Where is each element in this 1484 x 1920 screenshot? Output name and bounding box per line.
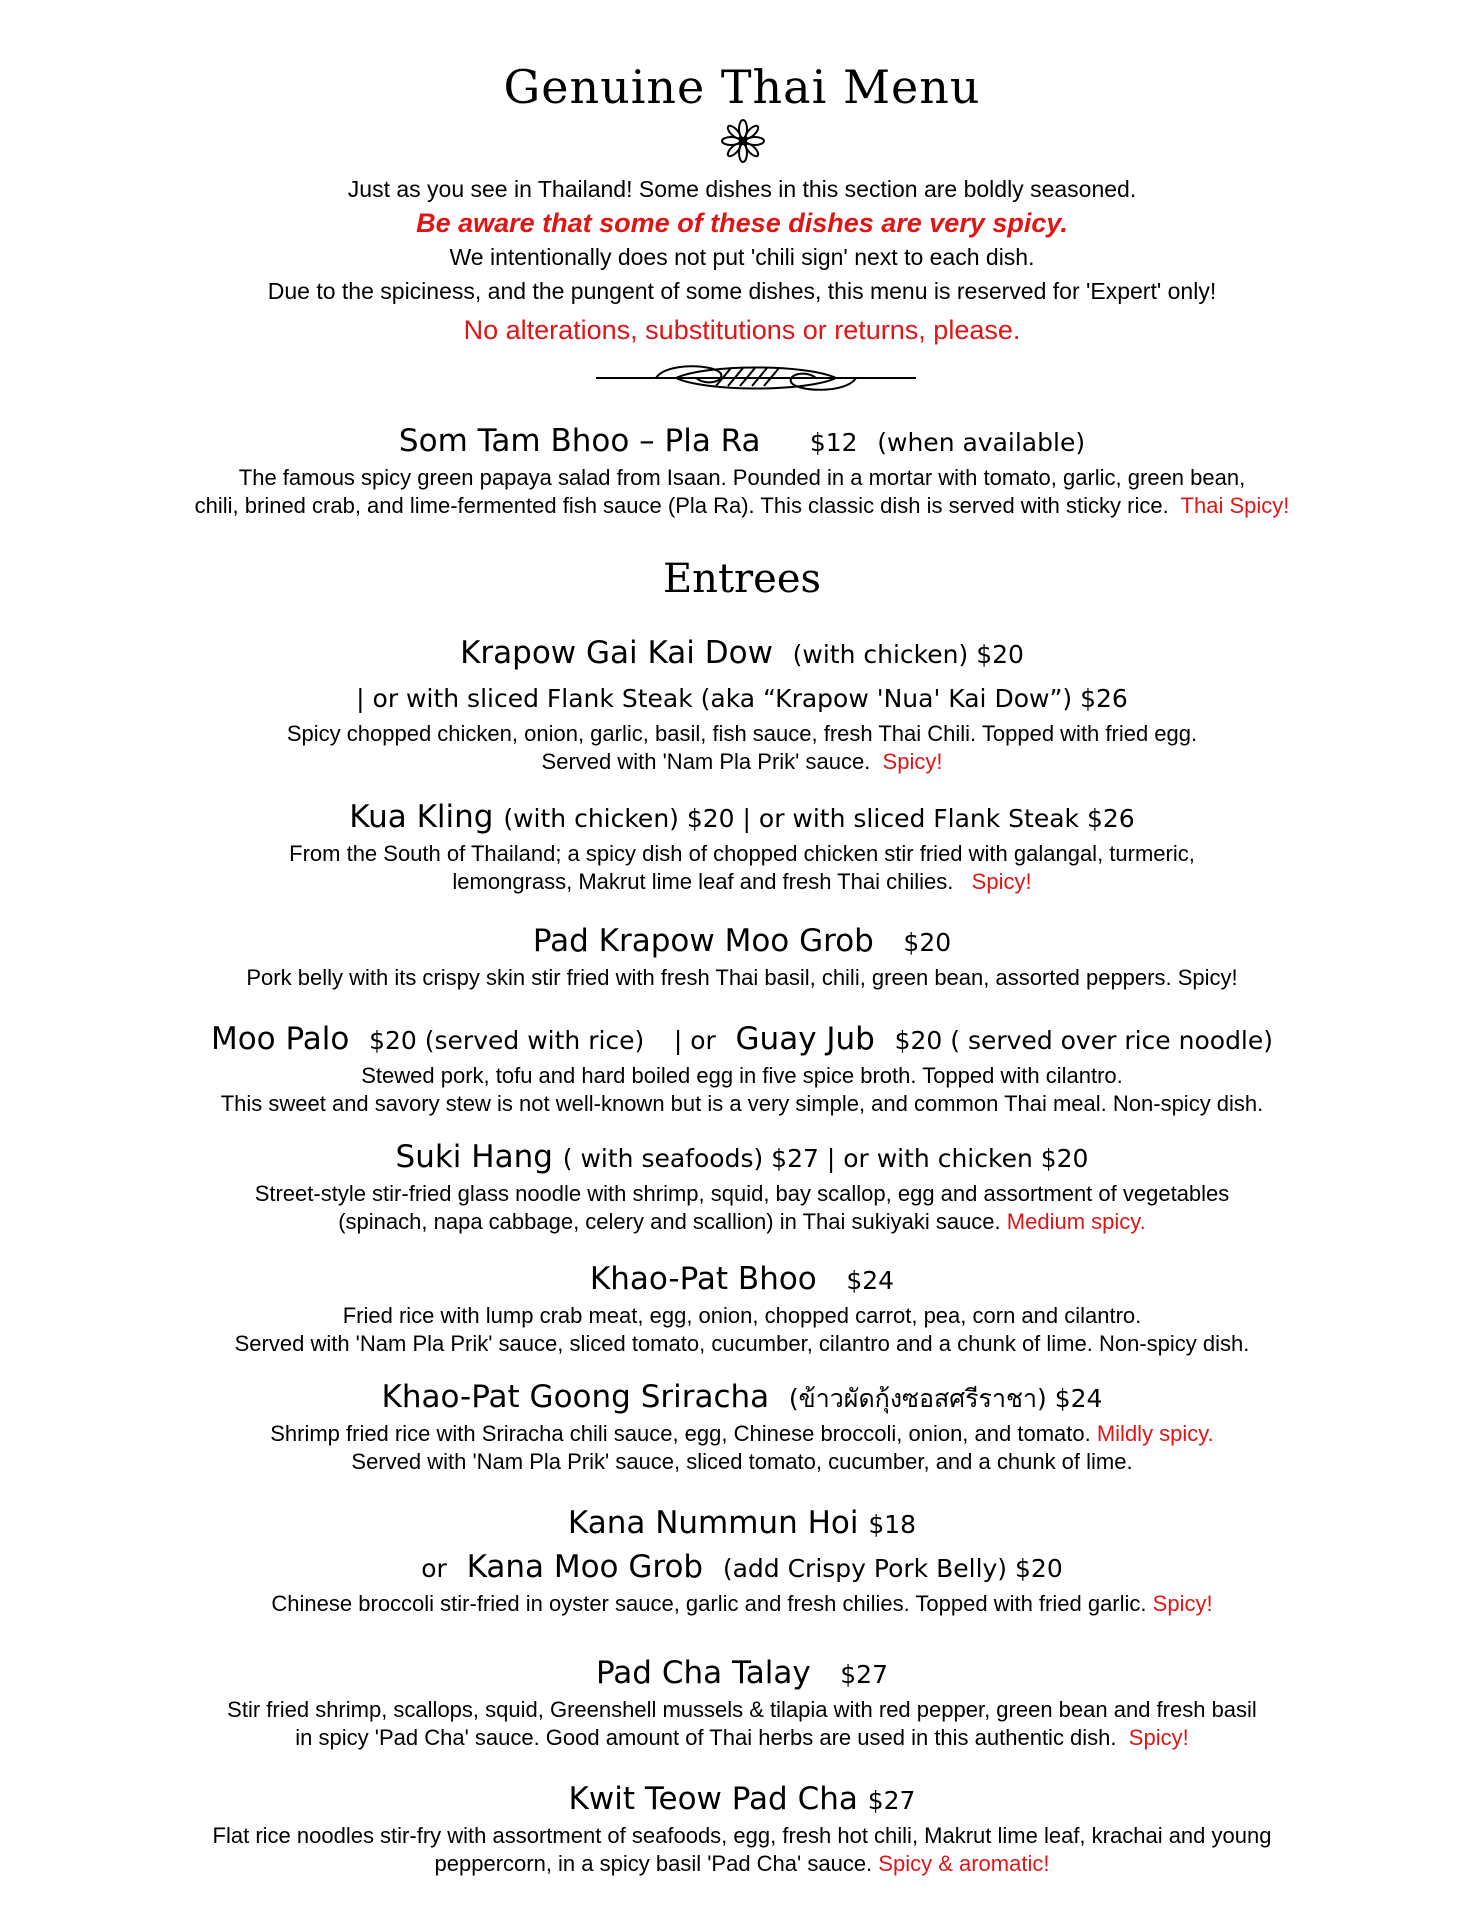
dish-desc: Shrimp fried rice with Sriracha chili sauce, egg, Chinese broccoli, onion, and tomato. bbox=[270, 1421, 1091, 1446]
dish-name: Khao-Pat Bhoo bbox=[589, 1261, 817, 1297]
dish-desc: Stir fried shrimp, scallops, squid, Greenshell mussels & tilapia with red pepper, green bean and fresh basil bbox=[227, 1697, 1257, 1722]
dish-name: Kua Kling bbox=[349, 799, 494, 835]
dish-name: Moo Palo bbox=[210, 1021, 350, 1057]
dish-item bbox=[0, 632, 1484, 776]
dish-name: Kwit Teow Pad Cha bbox=[568, 1781, 858, 1817]
dish-note: (when available) bbox=[877, 428, 1086, 457]
spice-level: Spicy & aromatic! bbox=[878, 1851, 1050, 1876]
dish-item bbox=[0, 1136, 1484, 1236]
dish-desc: Stewed pork, tofu and hard boiled egg in five spice broth. Topped with cilantro. bbox=[361, 1063, 1123, 1088]
spice-level: Thai Spicy! bbox=[1180, 493, 1290, 518]
dish-name: Khao-Pat Goong Sriracha bbox=[381, 1379, 770, 1415]
dish-name: Som Tam Bhoo – Pla Ra bbox=[398, 423, 761, 459]
dish-item bbox=[0, 1376, 1484, 1476]
dish-desc: lemongrass, Makrut lime leaf and fresh Thai chilies. bbox=[452, 869, 954, 894]
spice-level: Spicy! bbox=[882, 749, 943, 774]
dish-desc: Served with 'Nam Pla Prik' sauce, sliced tomato, cucumber, and a chunk of lime. bbox=[351, 1449, 1133, 1474]
page-title: Genuine Thai Menu bbox=[503, 60, 981, 114]
spice-level: Spicy! bbox=[971, 869, 1032, 894]
dish-desc: chili, brined crab, and lime-fermented fish sauce (Pla Ra). This classic dish is served with sticky rice. bbox=[194, 493, 1169, 518]
dish-desc: in spicy 'Pad Cha' sauce. Good amount of Thai herbs are used in this authentic dish. bbox=[295, 1725, 1117, 1750]
dish-name: Krapow Gai Kai Dow bbox=[460, 635, 773, 671]
dish-price: $20 bbox=[903, 928, 952, 957]
spice-level: Mildly spicy. bbox=[1096, 1421, 1214, 1446]
dish-name: Pad Cha Talay bbox=[595, 1655, 811, 1691]
dish-or-separator: or bbox=[421, 1554, 447, 1583]
dish-price: (with chicken) $20 | or with sliced Flank Steak $26 bbox=[503, 804, 1135, 833]
dish-alt-option: | or with sliced Flank Steak (aka “Krapow 'Nua' Kai Dow”) $26 bbox=[356, 684, 1128, 713]
spice-level: Spicy! bbox=[1128, 1725, 1189, 1750]
dish-price: $24 bbox=[846, 1266, 895, 1295]
dish-desc: Pork belly with its crispy skin stir fried with fresh Thai basil, chili, green bean, assorted peppers. Spicy! bbox=[246, 965, 1238, 990]
dish-price: $20 (served with rice) bbox=[369, 1026, 645, 1055]
dish-desc: Served with 'Nam Pla Prik' sauce, sliced tomato, cucumber, cilantro and a chunk of lime. Non-spicy dish. bbox=[234, 1331, 1250, 1356]
dish-desc: Served with 'Nam Pla Prik' sauce. bbox=[541, 749, 871, 774]
dish-desc: Spicy chopped chicken, onion, garlic, basil, fish sauce, fresh Thai Chili. Topped with fried egg. bbox=[286, 721, 1198, 746]
dish-name: Kana Nummun Hoi bbox=[567, 1505, 859, 1541]
dish-price: (ข้าวผัดกุ้งซอสศรีราชา) $24 bbox=[788, 1384, 1103, 1413]
dish-item bbox=[0, 796, 1484, 896]
dish-name-alt: Kana Moo Grob bbox=[466, 1549, 704, 1585]
dish-desc: Flat rice noodles stir-fry with assortment of seafoods, egg, fresh hot chili, Makrut lime leaf, krachai and young bbox=[212, 1823, 1272, 1848]
intro-line: We intentionally does not put 'chili sign' next to each dish. bbox=[449, 244, 1035, 270]
dish-name: Pad Krapow Moo Grob bbox=[532, 923, 874, 959]
spicy-warning: Be aware that some of these dishes are very spicy. bbox=[416, 208, 1068, 238]
dish-price: (with chicken) $20 bbox=[792, 640, 1024, 669]
dish-price: $27 bbox=[867, 1786, 916, 1815]
dish-desc: From the South of Thailand; a spicy dish of chopped chicken stir fried with galangal, turmeric, bbox=[289, 841, 1195, 866]
dish-name-alt: Guay Jub bbox=[735, 1021, 875, 1057]
dish-or-separator: | or bbox=[673, 1026, 716, 1055]
dish-desc: Chinese broccoli stir-fried in oyster sauce, garlic and fresh chilies. Topped with fried garlic. bbox=[271, 1591, 1147, 1616]
dish-desc: The famous spicy green papaya salad from Isaan. Pounded in a mortar with tomato, garlic, green bean, bbox=[238, 465, 1246, 490]
dish-price: $18 bbox=[868, 1510, 917, 1539]
dish-item bbox=[0, 1652, 1484, 1752]
dish-item bbox=[0, 920, 1484, 992]
flower-ornament-icon bbox=[720, 118, 766, 164]
spice-level: Medium spicy. bbox=[1006, 1209, 1146, 1234]
section-title-entrees: Entrees bbox=[662, 556, 822, 602]
divider-flourish bbox=[596, 356, 916, 400]
no-alterations-notice: No alterations, substitutions or returns, please. bbox=[463, 315, 1021, 345]
dish-item bbox=[0, 1018, 1484, 1118]
dish-desc: This sweet and savory stew is not well-known but is a very simple, and common Thai meal. Non-spicy dish. bbox=[220, 1091, 1264, 1116]
dish-name: Suki Hang bbox=[395, 1139, 553, 1175]
dish-desc: peppercorn, in a spicy basil 'Pad Cha' sauce. bbox=[434, 1851, 873, 1876]
dish-item bbox=[0, 1778, 1484, 1878]
dish-price-alt: (add Crispy Pork Belly) $20 bbox=[722, 1554, 1063, 1583]
dish-price: $27 bbox=[840, 1660, 888, 1689]
spice-level: Spicy! bbox=[1152, 1591, 1213, 1616]
dish-item bbox=[0, 1502, 1484, 1618]
intro-line: Just as you see in Thailand! Some dishes in this section are boldly seasoned. bbox=[347, 176, 1137, 202]
intro-block bbox=[0, 172, 1484, 350]
dish-item bbox=[0, 1258, 1484, 1358]
intro-line: Due to the spiciness, and the pungent of some dishes, this menu is reserved for 'Expert' only! bbox=[267, 278, 1217, 304]
dish-desc: (spinach, napa cabbage, celery and scallion) in Thai sukiyaki sauce. bbox=[338, 1209, 1001, 1234]
dish-price: $12 bbox=[809, 428, 858, 457]
special-dish bbox=[0, 420, 1484, 520]
dish-price-alt: $20 ( served over rice noodle) bbox=[894, 1026, 1274, 1055]
dish-desc: Fried rice with lump crab meat, egg, onion, chopped carrot, pea, corn and cilantro. bbox=[342, 1303, 1142, 1328]
dish-desc: Street-style stir-fried glass noodle with shrimp, squid, bay scallop, egg and assortment of vegetables bbox=[254, 1181, 1230, 1206]
dish-price: ( with seafoods) $27 | or with chicken $20 bbox=[562, 1144, 1089, 1173]
